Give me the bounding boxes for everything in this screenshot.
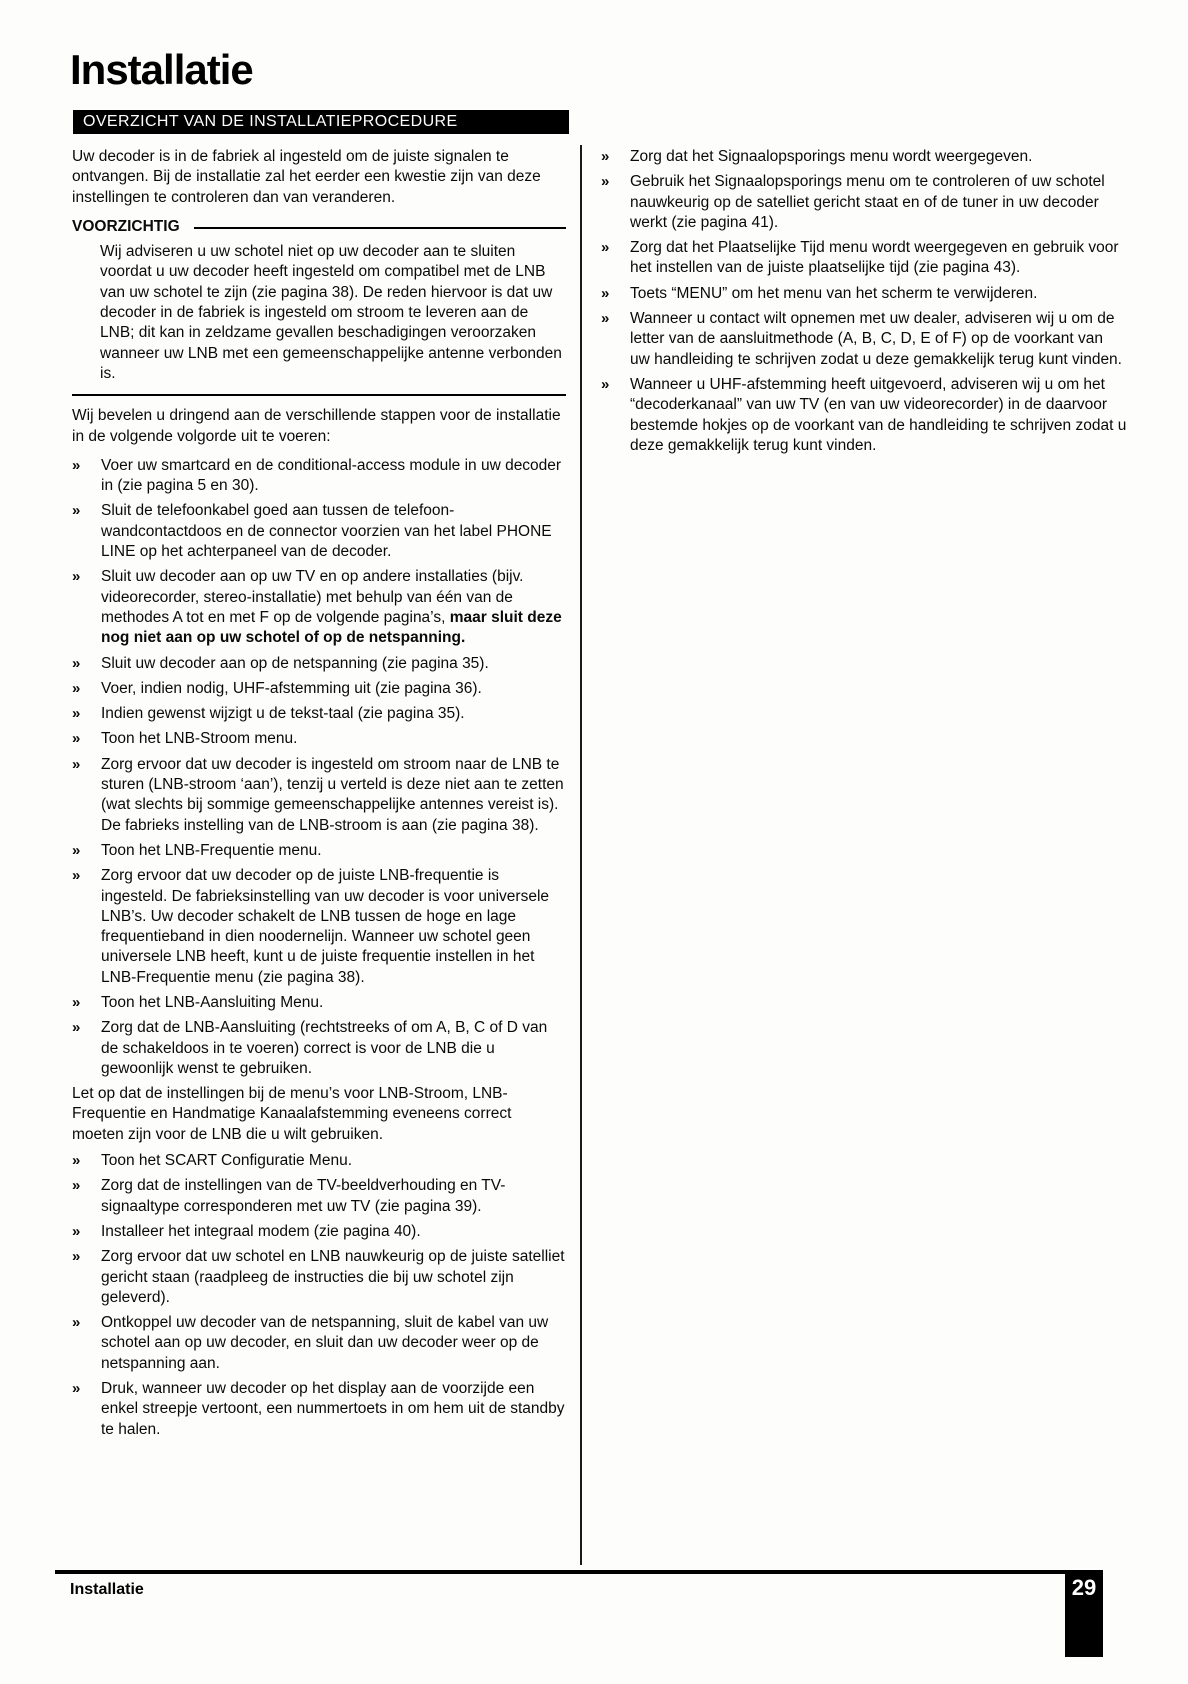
list-item — [72, 654, 566, 674]
double-chevron-bullet-icon: » — [72, 867, 79, 885]
double-chevron-bullet-icon: » — [72, 654, 79, 672]
page-number-box — [1065, 1574, 1103, 1657]
list-item-text: Toets “MENU” om het menu van het scherm te verwijderen. — [630, 284, 1038, 302]
list-item-text: Wanneer u UHF-afstemming heeft uitgevoerd, adviseren wij u om het “decoderkanaal” van uw TV (en van uw videorecorder) in de daarvoor bestemde hokjes op de voorkant van de handleiding te schrijven zodat u deze gemakkelijk terug kunt vinden. — [630, 375, 1127, 454]
list-item — [72, 704, 566, 724]
list-item-text: Sluit uw decoder aan op de netspanning (zie pagina 35). — [101, 654, 489, 672]
double-chevron-bullet-icon: » — [72, 456, 79, 474]
list-item — [72, 993, 566, 1013]
column-divider — [580, 145, 582, 1565]
double-chevron-bullet-icon: » — [601, 284, 608, 302]
double-chevron-bullet-icon: » — [72, 730, 79, 748]
double-chevron-bullet-icon: » — [601, 148, 608, 165]
list-item-text: Toon het SCART Configuratie Menu. — [101, 1152, 353, 1170]
double-chevron-bullet-icon: » — [72, 1222, 79, 1240]
list-item — [72, 866, 566, 988]
list-item-text: Voer, indien nodig, UHF-afstemming uit (zie pagina 36). — [101, 679, 482, 697]
page-title: Installatie — [70, 46, 253, 93]
list-item-text: Zorg dat het Plaatselijke Tijd menu wordt weergegeven en gebruik voor het instellen van de juiste plaatselijke tijd (zie pagina 43). — [630, 239, 1119, 277]
list-item-text: Zorg dat de LNB-Aansluiting (rechtstreeks of om A, B, C of D van de schakeldoos in te voeren) correct is voor de LNB die u gewoonlijk wenst te gebruiken. — [101, 1019, 548, 1077]
double-chevron-bullet-icon: » — [601, 239, 608, 257]
caution-block — [72, 242, 566, 384]
installation-steps-list — [72, 456, 566, 1079]
double-chevron-bullet-icon: » — [72, 705, 79, 723]
double-chevron-bullet-icon: » — [72, 755, 79, 773]
left-column — [72, 147, 566, 1445]
list-item — [72, 456, 566, 497]
note-paragraph: Let op dat de instellingen bij de menu’s voor LNB-Stroom, LNB-Frequentie en Handmatige Kanaalafstemming eveneens correct moeten zijn voor de LNB die u wilt gebruiken. — [72, 1085, 512, 1143]
list-item-text: Sluit de telefoonkabel goed aan tussen de telefoon-wandcontactdoos en de connector voorzien van het label PHONE LINE op het achterpaneel van de decoder. — [101, 502, 552, 561]
double-chevron-bullet-icon: » — [601, 375, 608, 393]
caution-label: VOORZICHTIG — [72, 217, 180, 235]
intro-paragraph: Uw decoder is in de fabriek al ingesteld om de juiste signalen te ontvangen. Bij de installatie zal het eerder een kwestie zijn van deze instellingen te controleren dan van veranderen. — [72, 148, 541, 206]
double-chevron-bullet-icon: » — [72, 502, 79, 520]
list-item-text: Zorg dat het Signaalopsporings menu wordt weergegeven. — [630, 148, 1033, 165]
list-item — [601, 147, 1127, 167]
section-divider-rule — [72, 394, 566, 396]
installation-steps-list-right — [601, 147, 1127, 456]
list-item-text: Zorg ervoor dat uw schotel en LNB nauwkeurig op de juiste satelliet gericht staan (raadpleeg de instructies die bij uw schotel zijn geleverd). — [101, 1248, 565, 1306]
list-item — [601, 375, 1127, 456]
double-chevron-bullet-icon: » — [72, 1314, 79, 1332]
list-item — [601, 309, 1127, 370]
double-chevron-bullet-icon: » — [72, 1248, 79, 1266]
double-chevron-bullet-icon: » — [72, 568, 79, 586]
double-chevron-bullet-icon: » — [72, 1152, 79, 1170]
double-chevron-bullet-icon: » — [72, 1019, 79, 1037]
list-item-text: Sluit uw decoder aan op uw TV en op andere installaties (bijv. videorecorder, stereo-installatie) met behulp van één van de methodes A tot en met F op de volgende pagina’s, maar sluit deze nog niet aan op uw schotel of op de netspanning. — [101, 568, 562, 647]
caution-rule — [194, 227, 566, 229]
list-item — [72, 755, 566, 836]
list-item-text: Druk, wanneer uw decoder op het display aan de voorzijde een enkel streepje vertoont, een nummertoets in om hem uit de standby te halen. — [101, 1380, 565, 1438]
list-item-text: Ontkoppel uw decoder van de netspanning, sluit de kabel van uw schotel aan op uw decoder, en sluit dan uw decoder weer op de netspanning aan. — [101, 1314, 549, 1372]
list-item-text: Toon het LNB-Aansluiting Menu. — [101, 993, 324, 1011]
list-item — [72, 1151, 566, 1171]
list-item-text: Installeer het integraal modem (zie pagina 40). — [101, 1222, 421, 1240]
section-header-text: OVERZICHT VAN DE INSTALLATIEPROCEDURE — [83, 113, 458, 130]
caution-text: Wij adviseren u uw schotel niet op uw decoder aan te sluiten voordat u uw decoder heeft ingesteld om compatibel met de LNB van uw schotel te zijn (zie pagina 38). De reden hiervoor is dat uw decoder in de fabriek is ingesteld om stroom te leveren aan de LNB; dit kan in zeldzame gevallen beschadigingen veroorzaken wanneer uw LNB met een gemeenschappelijke antenne verbonden is. — [100, 243, 562, 382]
double-chevron-bullet-icon: » — [72, 993, 79, 1011]
double-chevron-bullet-icon: » — [72, 1380, 79, 1398]
list-item-text: Voer uw smartcard en de conditional-access module in uw decoder in (zie pagina 5 en 30). — [101, 456, 562, 495]
list-item — [601, 172, 1127, 233]
list-item — [72, 1379, 566, 1440]
footer-section-label: Installatie — [70, 1581, 144, 1598]
recommendation-paragraph: Wij bevelen u dringend aan de verschillende stappen voor de installatie in de volgende volgorde uit te voeren: — [72, 407, 561, 445]
list-item-text: Zorg ervoor dat uw decoder op de juiste LNB-frequentie is ingesteld. De fabrieksinstelling van uw decoder is voor universele LNB’s. Uw decoder schakelt de LNB tussen de hoge en lage frequentieband in dien noodernelijn. Wanneer uw schotel geen universele LNB heeft, kunt u de juiste frequentie instellen in het LNB-Frequentie menu (zie pagina 38). — [101, 867, 550, 986]
list-item — [72, 729, 566, 749]
list-item-text: Zorg ervoor dat uw decoder is ingesteld om stroom naar de LNB te sturen (LNB-stroom ‘aan’), tenzij u verteld is deze niet aan te zetten (wat slechts bij sommige gemeenschappelijke antennes vereist is). De fabrieks instelling van de LNB-stroom is aan (zie pagina 38). — [101, 755, 564, 834]
list-item-text: Gebruik het Signaalopsporings menu om te controleren of uw schotel nauwkeurig op de satelliet gericht staat en of de tuner in uw decoder werkt (zie pagina 41). — [630, 173, 1105, 231]
list-item-text: Indien gewenst wijzigt u de tekst-taal (zie pagina 35). — [101, 705, 465, 723]
double-chevron-bullet-icon: » — [601, 310, 608, 328]
list-item — [72, 1247, 566, 1308]
list-item — [72, 679, 566, 699]
right-column — [601, 147, 1127, 461]
list-item-text: Toon het LNB-Stroom menu. — [101, 730, 298, 748]
footer-rule — [55, 1570, 1103, 1574]
list-item — [601, 284, 1127, 304]
list-item-text: Toon het LNB-Frequentie menu. — [101, 841, 322, 859]
bold-run: maar sluit deze nog niet aan op uw schotel of op de netspanning. — [101, 608, 562, 647]
list-item — [72, 1176, 566, 1217]
section-header-bar — [73, 110, 569, 134]
list-item — [72, 1018, 566, 1079]
list-item-text: Zorg dat de instellingen van de TV-beeldverhouding en TV-signaaltype corresponderen met uw TV (zie pagina 39). — [101, 1177, 506, 1215]
page-number: 29 — [1071, 1575, 1097, 1600]
double-chevron-bullet-icon: » — [72, 841, 79, 859]
list-item — [72, 841, 566, 861]
double-chevron-bullet-icon: » — [601, 173, 608, 191]
list-item-text: Wanneer u contact wilt opnemen met uw dealer, adviseren wij u om de letter van de aansluitmethode (A, B, C, D, E of F) op de voorkant van uw handleiding te schrijven zodat u deze gemakkelijk terug kunt vinden. — [630, 310, 1122, 368]
double-chevron-bullet-icon: » — [72, 679, 79, 697]
installation-steps-list-continued — [72, 1151, 566, 1440]
list-item — [72, 1222, 566, 1242]
double-chevron-bullet-icon: » — [72, 1177, 79, 1195]
list-item — [72, 567, 566, 648]
list-item — [72, 1313, 566, 1374]
list-item — [72, 501, 566, 562]
caution-heading — [72, 217, 566, 237]
list-item — [601, 238, 1127, 279]
